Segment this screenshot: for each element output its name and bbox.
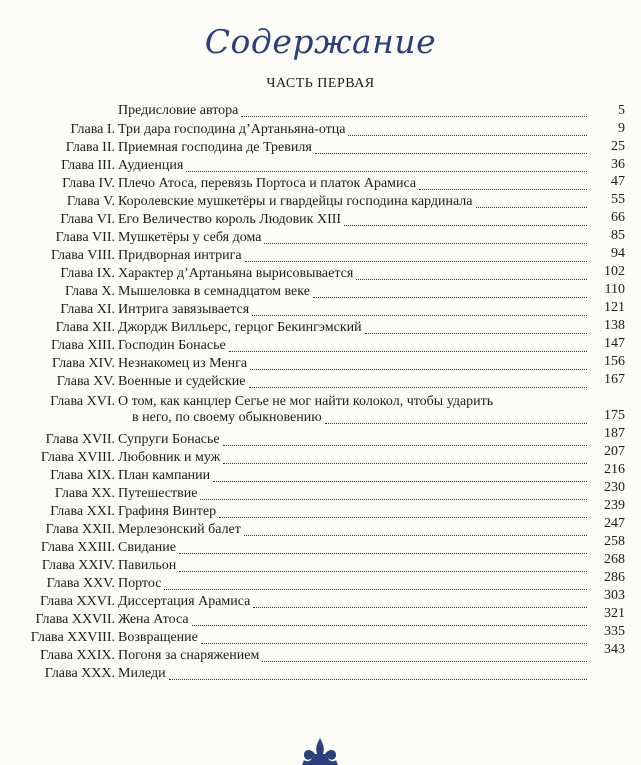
- dot-leader: [164, 588, 587, 590]
- page-number: 258: [604, 534, 625, 549]
- chapter-number: Глава I.: [70, 122, 115, 137]
- dot-leader: [179, 552, 587, 554]
- dot-leader: [249, 386, 587, 388]
- toc-entry: [0, 356, 625, 372]
- chapter-title: Графиня Винтер: [118, 504, 217, 519]
- chapter-number: Глава VII.: [55, 230, 115, 245]
- chapter-number: Глава X.: [65, 284, 115, 299]
- chapter-number: Глава XIX.: [50, 468, 115, 483]
- chapter-title: Военные и судейские: [118, 374, 246, 389]
- fleur-de-lis-icon: [300, 738, 340, 765]
- chapter-title: Джордж Вилльерс, герцог Бекингэмский: [118, 320, 362, 335]
- chapter-number: Глава II.: [65, 140, 115, 155]
- dot-leader: [476, 206, 588, 208]
- toc-entry: [0, 630, 625, 646]
- chapter-title: Придворная интрига: [118, 248, 242, 263]
- chapter-title: О том, как канцлер Сегье не мог найти колокол, чтобы ударить: [118, 394, 494, 409]
- page-number: 102: [604, 264, 625, 279]
- dot-leader: [245, 260, 587, 262]
- page-number: 47: [611, 174, 625, 189]
- dot-leader: [250, 368, 587, 370]
- toc-entry: [0, 284, 625, 300]
- toc-entry: [0, 522, 625, 538]
- toc-entry: [0, 103, 625, 119]
- toc-entry: [0, 558, 625, 574]
- chapter-number: Глава XV.: [56, 374, 115, 389]
- page-number: 268: [604, 552, 625, 567]
- toc-entry: [0, 122, 625, 138]
- page-number: 156: [604, 354, 625, 369]
- page-number: 110: [604, 282, 625, 297]
- page-number: 55: [611, 192, 625, 207]
- chapter-title: Миледи: [118, 666, 166, 681]
- toc-entry: [0, 648, 625, 664]
- chapter-number: Глава XVIII.: [40, 450, 115, 465]
- dot-leader: [169, 678, 587, 680]
- page-number: 216: [604, 462, 625, 477]
- chapter-number: Глава V.: [66, 194, 115, 209]
- chapter-title: Портос: [118, 576, 162, 591]
- page-number: 85: [611, 228, 625, 243]
- chapter-number: Глава XIII.: [51, 338, 115, 353]
- chapter-title: Королевские мушкетёры и гвардейцы господина кардинала: [118, 194, 473, 209]
- page-number: 187: [604, 426, 625, 441]
- chapter-title: Павильон: [118, 558, 177, 573]
- page-number: 66: [611, 210, 625, 225]
- chapter-number: Глава XXI.: [50, 504, 115, 519]
- dot-leader: [200, 498, 587, 500]
- toc-entry: [0, 450, 625, 466]
- chapter-title: Жена Атоса: [118, 612, 189, 627]
- chapter-title: Господин Бонасье: [118, 338, 226, 353]
- chapter-number: Глава XII.: [55, 320, 115, 335]
- dot-leader: [253, 606, 587, 608]
- toc-entry: [0, 486, 625, 502]
- dot-leader: [356, 278, 587, 280]
- dot-leader: [325, 422, 587, 424]
- page-number: 207: [604, 444, 625, 459]
- toc-entry: [0, 374, 625, 390]
- page-number: 175: [604, 408, 625, 423]
- dot-leader: [213, 480, 587, 482]
- part-heading: ЧАСТЬ ПЕРВАЯ: [266, 76, 375, 91]
- chapter-number: Глава XVII.: [45, 432, 115, 447]
- chapter-title: Погоня за снаряжением: [118, 648, 260, 663]
- dot-leader: [223, 462, 587, 464]
- chapter-number: Глава XXX.: [44, 666, 115, 681]
- toc-entry: [0, 248, 625, 264]
- chapter-title: План кампании: [118, 468, 211, 483]
- chapter-number: Глава XXIV.: [41, 558, 115, 573]
- chapter-number: Глава XXVIII.: [30, 630, 115, 645]
- dot-leader: [179, 570, 587, 572]
- page-number: 36: [611, 157, 625, 172]
- toc-entry: [0, 230, 625, 246]
- dot-leader: [229, 350, 587, 352]
- chapter-number: Глава XXVII.: [35, 612, 115, 627]
- toc-entry: [0, 576, 625, 592]
- chapter-number: Глава XXV.: [46, 576, 115, 591]
- toc-entry: [0, 612, 625, 628]
- toc-entry: [0, 320, 625, 336]
- page-number: 303: [604, 588, 625, 603]
- page-number: 247: [604, 516, 625, 531]
- page-number: 167: [604, 372, 625, 387]
- page-number: 335: [604, 624, 625, 639]
- chapter-number: Глава XXVI.: [40, 594, 115, 609]
- chapter-number: Глава IV.: [62, 176, 115, 191]
- dot-leader: [365, 332, 587, 334]
- dot-leader: [192, 624, 587, 626]
- page-number: 286: [604, 570, 625, 585]
- chapter-title: Мушкетёры у себя дома: [118, 230, 262, 245]
- chapter-number: Глава XXIII.: [40, 540, 115, 555]
- dot-leader: [419, 188, 587, 190]
- chapter-title: Его Величество король Людовик XIII: [118, 212, 342, 227]
- chapter-title: Плечо Атоса, перевязь Портоса и платок Арамиса: [118, 176, 417, 191]
- chapter-number: Глава XI.: [60, 302, 115, 317]
- toc-entry: [0, 666, 625, 682]
- chapter-number: Глава XVI.: [50, 394, 115, 409]
- dot-leader: [244, 534, 587, 536]
- dot-leader: [201, 642, 587, 644]
- chapter-number: Глава XXIX.: [40, 648, 115, 663]
- chapter-number: Глава III.: [61, 158, 115, 173]
- page-number: 343: [604, 642, 625, 657]
- page-number: 147: [604, 336, 625, 351]
- page-number: 230: [604, 480, 625, 495]
- chapter-title: Приемная господина де Тревиля: [118, 140, 312, 155]
- chapter-number: Глава XIV.: [52, 356, 115, 371]
- chapter-title: Характер д’Артаньяна вырисовывается: [118, 266, 354, 281]
- chapter-title: Незнакомец из Менга: [118, 356, 248, 371]
- toc-entry: [0, 266, 625, 282]
- chapter-title: Мерлезонский балет: [118, 522, 241, 537]
- dot-leader: [186, 170, 587, 172]
- chapter-number: Глава VIII.: [51, 248, 115, 263]
- page-number: 94: [611, 246, 625, 261]
- toc-entry: [0, 594, 625, 610]
- chapter-number: Глава XX.: [54, 486, 115, 501]
- chapter-number: Глава IX.: [60, 266, 115, 281]
- dot-leader: [252, 314, 587, 316]
- toc-entry: [0, 394, 625, 428]
- page-number: 25: [611, 139, 625, 154]
- toc-entry: [0, 504, 625, 520]
- dot-leader: [344, 224, 587, 226]
- chapter-title: Три дара господина д’Артаньяна-отца: [118, 122, 346, 137]
- dot-leader: [219, 516, 587, 518]
- dot-leader: [264, 242, 587, 244]
- dot-leader: [262, 660, 587, 662]
- chapter-title: Интрига завязывается: [118, 302, 250, 317]
- page-number: 138: [604, 318, 625, 333]
- chapter-title: Путешествие: [118, 486, 198, 501]
- toc-entry: [0, 212, 625, 228]
- chapter-title: Мышеловка в семнадцатом веке: [118, 284, 310, 299]
- page-number: 5: [618, 103, 625, 118]
- toc-entry: [0, 468, 625, 484]
- chapter-title: Возвращение: [118, 630, 198, 645]
- toc-entry: [0, 540, 625, 556]
- toc-entry: [0, 302, 625, 318]
- dot-leader: [348, 134, 587, 136]
- toc-entry: [0, 194, 625, 210]
- chapter-title: Аудиенция: [118, 158, 184, 173]
- toc-entry: [0, 176, 625, 192]
- dot-leader: [315, 152, 587, 154]
- page-number: 121: [604, 300, 625, 315]
- toc-entry: [0, 158, 625, 174]
- toc-entry: [0, 432, 625, 448]
- chapter-title: Супруги Бонасье: [118, 432, 220, 447]
- page-number: 9: [618, 121, 625, 136]
- chapter-number: Глава VI.: [60, 212, 115, 227]
- dot-leader: [241, 115, 587, 117]
- page-number: 321: [604, 606, 625, 621]
- chapter-title: Свидание: [118, 540, 176, 555]
- chapter-number: Глава XXII.: [45, 522, 115, 537]
- dot-leader: [223, 444, 587, 446]
- chapter-title: Диссертация Арамиса: [118, 594, 251, 609]
- toc-entry: [0, 338, 625, 354]
- page-number: 239: [604, 498, 625, 513]
- page-title: Содержание: [204, 22, 437, 61]
- chapter-title: Предисловие автора: [118, 103, 239, 118]
- toc-entry: [0, 140, 625, 156]
- chapter-title-continuation: в него, по своему обыкновению: [132, 410, 322, 425]
- chapter-title: Любовник и муж: [118, 450, 221, 465]
- dot-leader: [313, 296, 587, 298]
